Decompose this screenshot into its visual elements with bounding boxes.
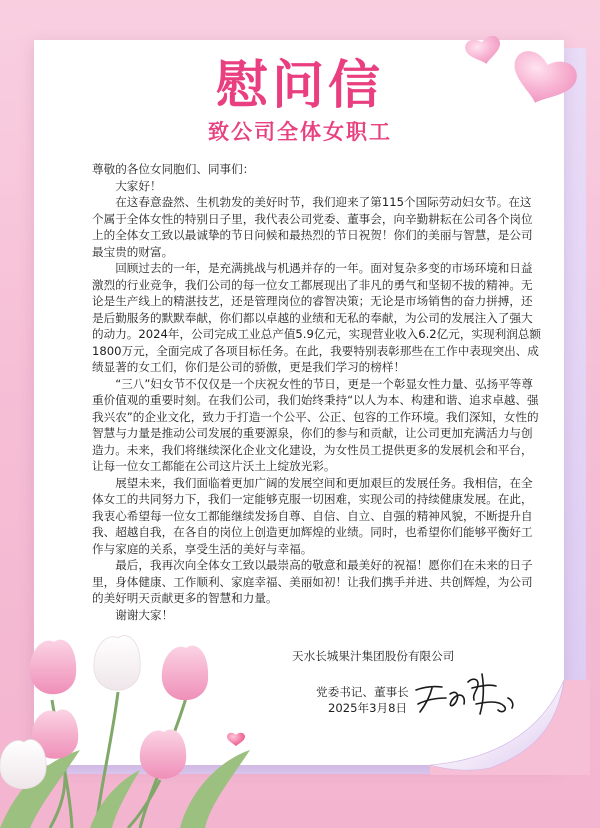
paragraph-3: “三八”妇女节不仅仅是一个庆祝女性的节日，更是一个彰显女性力量、弘扬平等尊重价值观的重要时刻。在我们公司，我们始终秉持“以人为本、构建和谐、追求卓越、强我兴农”的企业文化，致力于打造一个公平、公正、包容的工作环境。我们深知，女性的智慧与力量是推动公司发展的重要源泉，你们的参与和贡献，让公司更加充满活力与创造力。未来，我们将继续深化企业文化建设，为女性员工提供更多的发展机会和平台，让每一位女工都能在公司这片沃土上绽放光彩。	[92, 376, 539, 473]
letter-date: 2025年3月8日	[328, 701, 408, 715]
paragraph-greeting: 大家好！	[115, 178, 162, 193]
paragraph-5: 最后，我再次向全体女工致以最崇高的敬意和最美好的祝福！愿你们在未来的日子里，身体健康、工作顺利、家庭幸福、美丽如初！让我们携手并进、共创辉煌，为公司的美好明天贡献更多的智慧和力量。	[92, 558, 533, 605]
signer-title: 党委书记、董事长	[316, 685, 409, 699]
paragraph-2: 回顾过去的一年，是充满挑战与机遇并存的一年。面对复杂多变的市场环境和日益激烈的行业竞争，我们公司的每一位女工都展现出了非凡的勇气和坚韧不拔的精神。无论是生产线上的精湛技艺，还是管理岗位的睿智决策；无论是市场销售的奋力拼搏，还是后勤服务的默默奉献，你们都以卓越的业绩和无私的奉献，为公司的发展注入了强大的动力。2024年，公司完成工业总产值5.9亿元，实现营业收入6.2亿元，实现利润总额1800万元，全面完成了各项目标任务。在此，我要特别表彰那些在工作中表现突出、成绩显著的女工们，你们是公司的骄傲，更是我们学习的榜样！	[92, 261, 541, 374]
salutation: 尊敬的各位女同胞们、同事们：	[92, 162, 255, 176]
paragraph-thanks: 谢谢大家！	[115, 607, 174, 622]
handwritten-signature	[412, 660, 528, 720]
letter-title: 慰问信	[215, 55, 384, 116]
letter-subtitle: 致公司全体女职工	[208, 120, 392, 144]
company-name: 天水长城果汁集团股份有限公司	[292, 649, 455, 663]
paragraph-1: 在这春意盎然、生机勃发的美好时节，我们迎来了第115个国际劳动妇女节。在这个属于全体女性的特别日子里，我代表公司党委、董事会，向辛勤耕耘在公司各个岗位上的全体女工致以最诚挚的节日问候和最热烈的节日祝贺！你们的美丽与智慧，是公司最宝贵的财富。	[92, 195, 533, 259]
paragraph-4: 展望未来，我们面临着更加广阔的发展空间和更加艰巨的发展任务。我相信，在全体女工的共同努力下，我们一定能够克服一切困难，实现公司的持续健康发展。在此，我衷心希望每一位女工都能继续发扬自尊、自信、自立、自强的精神风貌，不断提升自我、超越自我，在各自的岗位上创造更加辉煌的业绩。同时，也希望你们能够平衡好工作与家庭的关系，享受生活的美好与幸福。	[92, 475, 533, 556]
letter-body	[92, 161, 541, 623]
